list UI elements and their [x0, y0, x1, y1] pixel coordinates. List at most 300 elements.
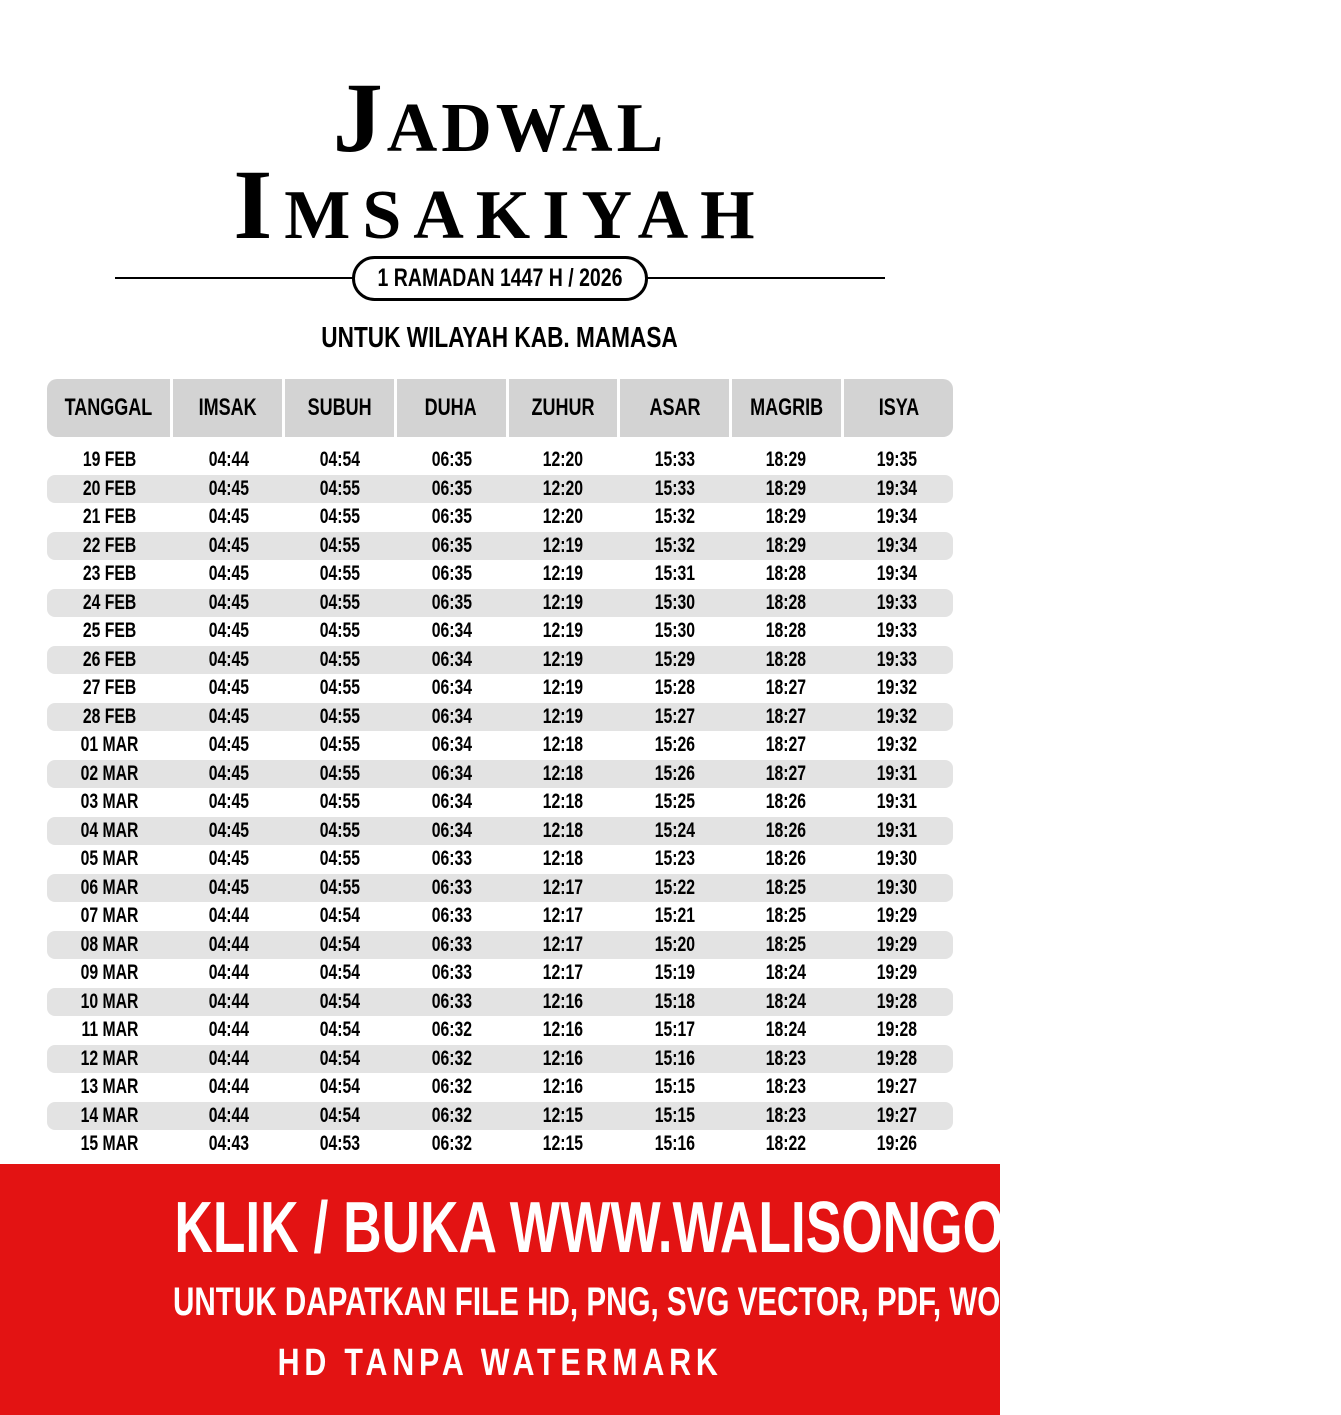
table-cell [284, 591, 395, 615]
cell-value: 06:33 [431, 989, 472, 1013]
cell-value: 06:33 [431, 932, 472, 956]
cell-value: 18:24 [765, 961, 806, 985]
table-row [47, 902, 953, 931]
table-cell [396, 505, 507, 529]
table-cell [396, 705, 507, 729]
cell-value: 18:27 [765, 676, 806, 700]
cell-value: 06:32 [431, 1018, 472, 1042]
cell-value: 18:26 [765, 847, 806, 871]
table-cell [173, 505, 284, 529]
table-cell [507, 933, 618, 957]
column-header [620, 379, 729, 437]
cell-value: 18:27 [765, 704, 806, 728]
promo-banner [0, 1164, 1167, 1415]
cell-value: 19:26 [877, 1132, 918, 1156]
column-header-asar: ASAR [649, 394, 701, 421]
cell-value: 06:32 [431, 1132, 472, 1156]
table-cell [284, 790, 395, 814]
column-header [509, 379, 618, 437]
table-cell [396, 562, 507, 586]
cell-value: 12:16 [542, 1046, 584, 1070]
cell-value: 18:28 [765, 619, 806, 643]
column-header-tanggal: TANGGAL [64, 394, 153, 421]
table-cell [619, 904, 730, 928]
table-cell [619, 534, 730, 558]
cell-value: 11 MAR [81, 1018, 139, 1042]
table-cell [284, 648, 395, 672]
cell-value: 15:23 [654, 847, 695, 871]
table-cell [842, 790, 953, 814]
table-cell [842, 648, 953, 672]
cell-value: 18:25 [765, 904, 806, 928]
cell-value: 06 MAR [81, 875, 139, 899]
cell-value: 04:44 [208, 904, 249, 928]
cell-value: 04:55 [319, 818, 361, 842]
table-cell [284, 733, 395, 757]
subtitle-text: 1 RAMADAN 1447 H / 2026 [377, 264, 623, 292]
table-cell [507, 562, 618, 586]
cell-value: 04:45 [208, 847, 249, 871]
cell-value: 12:18 [542, 847, 584, 871]
cell-value: 15:32 [654, 533, 695, 557]
banner-subline-text: UNTUK DAPATKAN FILE HD, PNG, SVG VECTOR, PDF, WORD, EXCEL [173, 1280, 1159, 1324]
table-cell [842, 534, 953, 558]
table-cell [173, 1075, 284, 1099]
table-cell [730, 1047, 841, 1071]
table-cell [173, 705, 284, 729]
cell-value: 04:55 [319, 733, 361, 757]
cell-value: 18:23 [765, 1103, 806, 1127]
table-cell [507, 1075, 618, 1099]
cell-value: 06:34 [431, 818, 472, 842]
cell-value: 19:30 [877, 875, 918, 899]
cell-value: 12:17 [542, 904, 584, 928]
table-cell [730, 733, 841, 757]
cell-value: 06:35 [431, 562, 472, 586]
table-cell [173, 1018, 284, 1042]
table-cell [619, 847, 730, 871]
table-cell [619, 990, 730, 1014]
cell-value: 04:55 [319, 847, 361, 871]
table-row [47, 845, 953, 874]
table-cell [507, 1018, 618, 1042]
cell-value: 15:26 [654, 733, 695, 757]
cell-value: 20 FEB [83, 476, 137, 500]
cell-value: 04:45 [208, 590, 249, 614]
cell-value: 04:55 [319, 590, 361, 614]
table-cell [842, 1018, 953, 1042]
cell-value: 15:24 [654, 818, 695, 842]
table-cell [507, 876, 618, 900]
table-cell [173, 933, 284, 957]
cell-value: 04:44 [208, 1046, 249, 1070]
cell-value: 19:34 [877, 505, 918, 529]
cell-value: 04:53 [319, 1132, 361, 1156]
table-cell [507, 448, 618, 472]
table-cell [284, 1104, 395, 1128]
cell-value: 04:55 [319, 533, 361, 557]
cell-value: 18:24 [765, 1018, 806, 1042]
cell-value: 04:45 [208, 676, 249, 700]
table-cell [47, 448, 173, 472]
table-cell [173, 619, 284, 643]
table-cell [284, 990, 395, 1014]
cell-value: 06:34 [431, 676, 472, 700]
table-cell [619, 876, 730, 900]
table-cell [507, 591, 618, 615]
column-header [397, 379, 506, 437]
cell-value: 04:45 [208, 818, 249, 842]
cell-value: 04:44 [208, 961, 249, 985]
cell-value: 15:28 [654, 676, 695, 700]
table-cell [730, 790, 841, 814]
table-row [47, 1130, 953, 1159]
table-cell [507, 990, 618, 1014]
table-cell [730, 648, 841, 672]
cell-value: 12:16 [542, 989, 584, 1013]
table-cell [173, 1104, 284, 1128]
cell-value: 04:55 [319, 505, 361, 529]
table-row [47, 760, 953, 789]
table-cell [507, 676, 618, 700]
cell-value: 06:32 [431, 1075, 472, 1099]
cell-value: 18:22 [765, 1132, 806, 1156]
cell-value: 27 FEB [83, 676, 137, 700]
cell-value: 13 MAR [81, 1075, 139, 1099]
table-cell [47, 1104, 173, 1128]
cell-value: 15:31 [654, 562, 695, 586]
cell-value: 25 FEB [83, 619, 137, 643]
table-cell [507, 534, 618, 558]
cell-value: 04:54 [319, 1046, 361, 1070]
table-cell [173, 591, 284, 615]
table-cell [47, 1047, 173, 1071]
table-cell [284, 904, 395, 928]
table-row [47, 931, 953, 960]
cell-value: 12:18 [542, 761, 584, 785]
table-row [47, 617, 953, 646]
table-cell [173, 876, 284, 900]
cell-value: 12:18 [542, 818, 584, 842]
cell-value: 12:19 [542, 676, 584, 700]
table-cell [842, 619, 953, 643]
table-cell [619, 505, 730, 529]
cell-value: 04:44 [208, 1018, 249, 1042]
cell-value: 12:16 [542, 1018, 584, 1042]
region-label [0, 322, 1000, 355]
table-cell [396, 1132, 507, 1156]
table-cell [730, 562, 841, 586]
table-row [47, 703, 953, 732]
cell-value: 15:20 [654, 932, 695, 956]
column-header-imsak: IMSAK [198, 394, 257, 421]
cell-value: 18:28 [765, 647, 806, 671]
table-header [47, 379, 953, 437]
cell-value: 19:28 [877, 1046, 918, 1070]
table-cell [284, 847, 395, 871]
table-cell [173, 448, 284, 472]
table-row [47, 731, 953, 760]
cell-value: 19:33 [877, 619, 918, 643]
cell-value: 04:54 [319, 448, 361, 472]
table-cell [47, 477, 173, 501]
cell-value: 19:34 [877, 562, 918, 586]
table-cell [47, 676, 173, 700]
table-cell [47, 847, 173, 871]
cell-value: 04:45 [208, 505, 249, 529]
cell-value: 18:29 [765, 448, 806, 472]
table-cell [396, 904, 507, 928]
table-cell [619, 648, 730, 672]
cell-value: 04:55 [319, 647, 361, 671]
column-header-duha: DUHA [425, 394, 478, 421]
table-cell [396, 1104, 507, 1128]
cell-value: 12:19 [542, 704, 584, 728]
cell-value: 04:44 [208, 989, 249, 1013]
table-cell [284, 1132, 395, 1156]
subtitle-pill [352, 256, 648, 301]
cell-value: 04:45 [208, 875, 249, 899]
table-cell [507, 961, 618, 985]
cell-value: 19:35 [877, 448, 918, 472]
cell-value: 18:24 [765, 989, 806, 1013]
table-cell [173, 819, 284, 843]
cell-value: 19:32 [877, 676, 918, 700]
table-cell [47, 534, 173, 558]
table-cell [842, 733, 953, 757]
cell-value: 01 MAR [81, 733, 139, 757]
table-cell [507, 1132, 618, 1156]
cell-value: 28 FEB [83, 704, 137, 728]
table-cell [619, 733, 730, 757]
table-cell [47, 933, 173, 957]
table-cell [730, 477, 841, 501]
table-cell [619, 933, 730, 957]
cell-value: 19:27 [877, 1075, 918, 1099]
cell-value: 15:33 [654, 448, 695, 472]
table-cell [284, 448, 395, 472]
table-cell [47, 876, 173, 900]
cell-value: 14 MAR [81, 1103, 139, 1127]
cell-value: 15:32 [654, 505, 695, 529]
cell-value: 18:29 [765, 505, 806, 529]
table-cell [842, 676, 953, 700]
table-cell [396, 876, 507, 900]
cell-value: 19:34 [877, 476, 918, 500]
table-cell [507, 762, 618, 786]
table-cell [507, 733, 618, 757]
cell-value: 06:32 [431, 1103, 472, 1127]
table-row [47, 532, 953, 561]
cell-value: 18:28 [765, 562, 806, 586]
table-cell [396, 676, 507, 700]
cell-value: 19:32 [877, 704, 918, 728]
table-cell [173, 762, 284, 786]
cell-value: 04:44 [208, 448, 249, 472]
cell-value: 19 FEB [83, 448, 137, 472]
cell-value: 19:34 [877, 533, 918, 557]
table-cell [47, 1075, 173, 1099]
table-cell [284, 1018, 395, 1042]
cell-value: 06:33 [431, 961, 472, 985]
table-cell [396, 990, 507, 1014]
table-row [47, 560, 953, 589]
cell-value: 19:33 [877, 590, 918, 614]
table-cell [619, 790, 730, 814]
cell-value: 18:27 [765, 761, 806, 785]
cell-value: 04:45 [208, 562, 249, 586]
cell-value: 06:35 [431, 505, 472, 529]
cell-value: 06:33 [431, 875, 472, 899]
table-cell [730, 1132, 841, 1156]
divider-left [115, 277, 355, 279]
table-cell [47, 705, 173, 729]
table-cell [730, 705, 841, 729]
table-cell [507, 648, 618, 672]
cell-value: 12:17 [542, 875, 584, 899]
table-cell [619, 819, 730, 843]
divider-right [645, 277, 885, 279]
table-cell [396, 1018, 507, 1042]
cell-value: 18:23 [765, 1075, 806, 1099]
table-cell [173, 1132, 284, 1156]
table-cell [730, 1075, 841, 1099]
cell-value: 19:28 [877, 989, 918, 1013]
table-cell [619, 562, 730, 586]
column-header [47, 379, 170, 437]
column-header [285, 379, 394, 437]
table-cell [842, 933, 953, 957]
table-cell [619, 1047, 730, 1071]
table-cell [284, 876, 395, 900]
cell-value: 19:29 [877, 904, 918, 928]
table-cell [173, 961, 284, 985]
table-cell [842, 819, 953, 843]
table-cell [842, 1104, 953, 1128]
cell-value: 04:54 [319, 961, 361, 985]
cell-value: 26 FEB [83, 647, 137, 671]
cell-value: 18:28 [765, 590, 806, 614]
table-row [47, 475, 953, 504]
table-cell [507, 904, 618, 928]
table-cell [619, 477, 730, 501]
table-cell [47, 562, 173, 586]
table-cell [730, 990, 841, 1014]
table-body [47, 446, 953, 1159]
table-row [47, 959, 953, 988]
table-cell [284, 676, 395, 700]
table-cell [173, 733, 284, 757]
cell-value: 18:25 [765, 932, 806, 956]
cell-value: 19:30 [877, 847, 918, 871]
table-cell [47, 619, 173, 643]
table-cell [284, 1075, 395, 1099]
table-row [47, 1045, 953, 1074]
cell-value: 06:33 [431, 904, 472, 928]
cell-value: 15:16 [654, 1046, 695, 1070]
cell-value: 12:17 [542, 961, 584, 985]
cell-value: 06:35 [431, 476, 472, 500]
cell-value: 12:20 [542, 505, 584, 529]
banner-footer [0, 1344, 1000, 1382]
cell-value: 06:34 [431, 619, 472, 643]
table-cell [47, 990, 173, 1014]
table-cell [47, 762, 173, 786]
table-cell [173, 676, 284, 700]
cell-value: 04:45 [208, 733, 249, 757]
cell-value: 12:19 [542, 647, 584, 671]
table-cell [730, 1104, 841, 1128]
table-cell [730, 876, 841, 900]
table-cell [507, 1047, 618, 1071]
column-header-subuh: SUBUH [307, 394, 372, 421]
cell-value: 12 MAR [81, 1046, 139, 1070]
cell-value: 21 FEB [83, 505, 137, 529]
cell-value: 04:44 [208, 1075, 249, 1099]
cell-value: 12:18 [542, 790, 584, 814]
table-row [47, 817, 953, 846]
table-cell [47, 904, 173, 928]
region-text: UNTUK WILAYAH KAB. MAMASA [321, 322, 679, 354]
table-row [47, 1102, 953, 1131]
cell-value: 04:45 [208, 704, 249, 728]
table-cell [396, 1047, 507, 1071]
table-cell [730, 904, 841, 928]
table-cell [842, 1075, 953, 1099]
table-cell [842, 1132, 953, 1156]
banner-footer-text: HD TANPA WATERMARK [277, 1342, 723, 1384]
table-cell [47, 733, 173, 757]
table-cell [47, 648, 173, 672]
table-cell [507, 1104, 618, 1128]
table-cell [173, 477, 284, 501]
page-title-line1: Jadwal [332, 62, 668, 173]
table-cell [730, 762, 841, 786]
banner-subline [0, 1280, 1159, 1324]
table-cell [730, 505, 841, 529]
table-cell [396, 933, 507, 957]
cell-value: 05 MAR [81, 847, 139, 871]
cell-value: 02 MAR [81, 761, 139, 785]
cell-value: 12:16 [542, 1075, 584, 1099]
table-cell [619, 1132, 730, 1156]
cell-value: 04:54 [319, 932, 361, 956]
cell-value: 12:19 [542, 533, 584, 557]
column-header [173, 379, 282, 437]
cell-value: 12:15 [542, 1103, 584, 1127]
table-cell [47, 790, 173, 814]
cell-value: 15:27 [654, 704, 695, 728]
table-cell [284, 1047, 395, 1071]
table-cell [619, 448, 730, 472]
table-cell [173, 534, 284, 558]
table-cell [730, 933, 841, 957]
table-cell [619, 1075, 730, 1099]
table-cell [47, 1018, 173, 1042]
cell-value: 22 FEB [83, 533, 137, 557]
cell-value: 04:45 [208, 761, 249, 785]
cell-value: 04:55 [319, 761, 361, 785]
table-cell [507, 477, 618, 501]
table-cell [396, 790, 507, 814]
cell-value: 04:45 [208, 790, 249, 814]
table-cell [173, 990, 284, 1014]
table-cell [842, 961, 953, 985]
cell-value: 04:43 [208, 1132, 249, 1156]
column-header-zuhur: ZUHUR [531, 394, 595, 421]
table-cell [396, 534, 507, 558]
cell-value: 12:15 [542, 1132, 584, 1156]
